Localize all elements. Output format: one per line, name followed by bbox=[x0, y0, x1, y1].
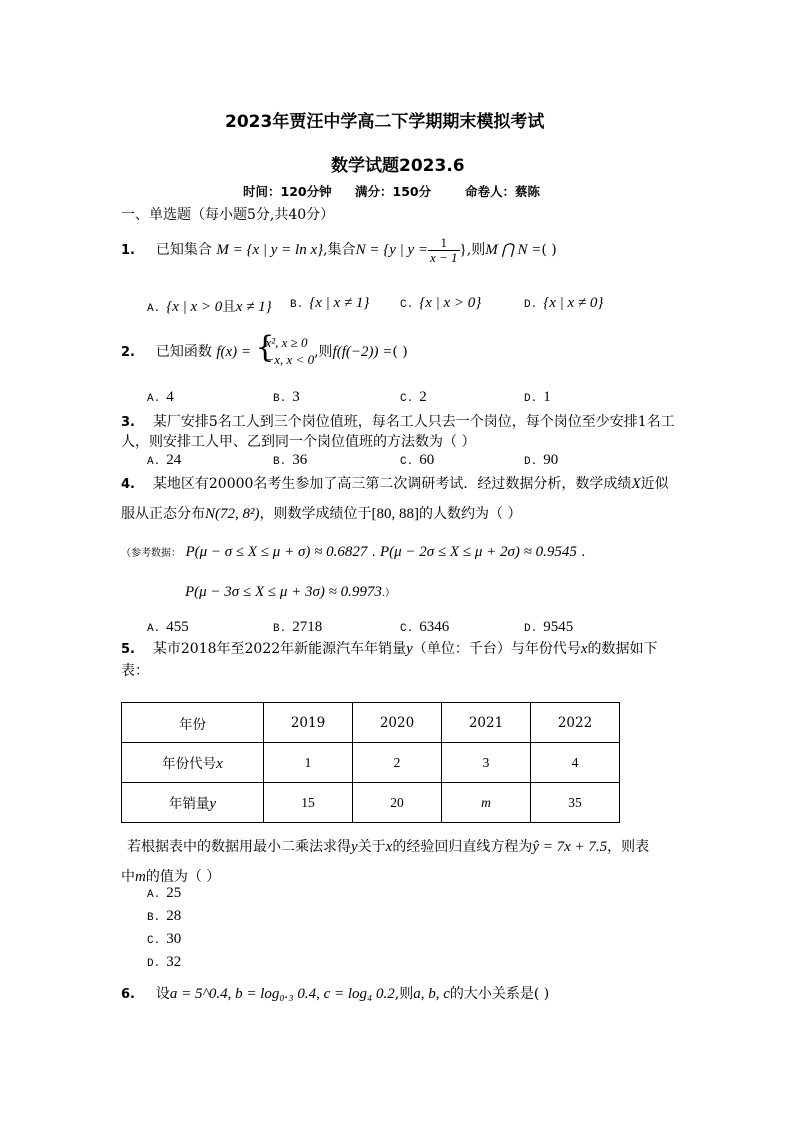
option-text: 60 bbox=[419, 452, 435, 468]
question-stem: 设 bbox=[155, 986, 170, 1002]
question-stem: ，则数学成绩位于 bbox=[259, 506, 372, 522]
table-row bbox=[122, 783, 620, 823]
option-text: 2 bbox=[419, 389, 427, 405]
option-label: A. bbox=[147, 889, 161, 901]
intersection-expression: M ⋂ N = bbox=[485, 242, 542, 259]
fraction bbox=[428, 236, 460, 264]
option-text: {x | x ≠ 0} bbox=[543, 295, 604, 311]
reference-data: （参考数据： P(μ − σ ≤ X ≤ μ + σ) ≈ 0.6827 . P(μ − 2σ ≤ X ≤ μ + 2σ) ≈ 0.9545 . bbox=[121, 544, 586, 560]
option-text: 24 bbox=[166, 452, 182, 468]
set-m: M = {x | y = ln x} bbox=[216, 242, 324, 259]
question-stem: 关于 bbox=[357, 839, 386, 855]
case-2: −x, x < 0 bbox=[265, 351, 315, 367]
piecewise-cases bbox=[255, 330, 315, 369]
option-label: C. bbox=[147, 935, 161, 947]
option-label: D. bbox=[147, 958, 161, 970]
question-stem: 中 bbox=[121, 869, 135, 885]
option-c[interactable] bbox=[400, 389, 427, 406]
question-stem: 人，则安排工人甲、乙到同一个岗位值班的方法数为（ ） bbox=[121, 434, 476, 450]
question-stem: 的人数约为（ ） bbox=[419, 506, 522, 522]
data-table bbox=[121, 702, 620, 823]
option-text: {x | x ≠ 1} bbox=[309, 295, 370, 311]
reference-data bbox=[185, 584, 395, 601]
question-stem: ,则 bbox=[314, 343, 333, 360]
option-text: 90 bbox=[543, 452, 559, 468]
option-text: 4 bbox=[166, 389, 174, 405]
question-stem: 的数据如下 bbox=[587, 641, 658, 657]
question-number: 5. bbox=[121, 642, 135, 657]
section-heading: 一、单选题（每小题5分,共40分） bbox=[121, 207, 335, 223]
option-text: 且 bbox=[222, 299, 236, 315]
question-stem: （单位：千台）与年份代号 bbox=[412, 641, 581, 657]
variable-y: y bbox=[351, 839, 358, 855]
question-number: 1. bbox=[121, 243, 135, 259]
table-cell: 2 bbox=[353, 743, 442, 783]
question-stem: ,集合 bbox=[323, 242, 356, 259]
question-stem: 某市2018年至2022年新能源汽车年销量 bbox=[152, 641, 407, 657]
option-text: 25 bbox=[166, 885, 182, 901]
table-cell: 15 bbox=[264, 783, 353, 823]
reference-2: P(μ − 2σ ≤ X ≤ μ + 2σ) ≈ 0.9545 bbox=[379, 544, 577, 560]
variable-m: m bbox=[135, 869, 146, 885]
option-d[interactable] bbox=[524, 295, 603, 312]
case-1: x², x ≥ 0 bbox=[265, 335, 308, 350]
option-c[interactable] bbox=[400, 452, 434, 469]
question-stem: ，则表 bbox=[607, 839, 650, 855]
option-a[interactable] bbox=[147, 885, 181, 908]
option-label: C. bbox=[400, 456, 414, 468]
interval: [80, 88] bbox=[371, 506, 419, 522]
option-b[interactable] bbox=[147, 908, 181, 931]
table-cell bbox=[122, 783, 264, 823]
table-cell: 20 bbox=[353, 783, 442, 823]
question-stem: 的大小关系是( ) bbox=[449, 986, 550, 1002]
definition-a: a = 5^0.4 bbox=[169, 986, 228, 1002]
table-cell: 2019 bbox=[264, 703, 353, 743]
question-stem: 若根据表中的数据用最小二乘法求得 bbox=[127, 839, 351, 855]
option-label: A. bbox=[147, 456, 161, 468]
function-expression: f(x) = bbox=[216, 343, 252, 360]
reference-end: .） bbox=[381, 588, 396, 599]
option-text: 2718 bbox=[292, 619, 323, 635]
reference-1: P(μ − σ ≤ X ≤ μ + σ) ≈ 0.6827 bbox=[185, 544, 368, 560]
question-stem: 的经验回归直线方程为 bbox=[392, 839, 533, 855]
option-d[interactable] bbox=[524, 619, 573, 636]
variable-x: x bbox=[385, 839, 393, 855]
left-brace: { bbox=[255, 330, 275, 365]
answer-blank: ( ) bbox=[392, 343, 408, 360]
option-label: D. bbox=[524, 299, 538, 311]
option-d[interactable] bbox=[147, 954, 181, 977]
answer-blank: ( ) bbox=[541, 242, 557, 259]
option-d[interactable] bbox=[524, 452, 558, 469]
question-1 bbox=[121, 236, 557, 264]
composite-expression: f(f(−2)) = bbox=[332, 343, 393, 360]
option-label: D. bbox=[524, 393, 538, 405]
option-text: 455 bbox=[166, 619, 189, 635]
question-6: 6. 设a = 5^0.4, b = log₀.₃ 0.4, c = log₄ 0.2,则a, b, c的大小关系是( ) bbox=[121, 986, 550, 1002]
option-b[interactable] bbox=[273, 452, 307, 469]
option-label: D. bbox=[524, 456, 538, 468]
definition-b: b = log₀.₃ 0.4 bbox=[235, 986, 317, 1002]
option-c[interactable] bbox=[400, 619, 449, 636]
regression-equation: ŷ = 7x + 7.5 bbox=[532, 839, 608, 855]
option-text: 32 bbox=[166, 954, 182, 970]
table-cell bbox=[122, 743, 264, 783]
question-number: 6. bbox=[121, 987, 135, 1002]
question-stem: 表： bbox=[121, 663, 149, 679]
option-text: 3 bbox=[292, 389, 300, 405]
variable-y: y bbox=[209, 796, 217, 812]
option-text: 30 bbox=[166, 931, 182, 947]
option-label: D. bbox=[524, 623, 538, 635]
table-cell: 年份 bbox=[122, 703, 264, 743]
question-number: 4. bbox=[121, 477, 135, 492]
question-number: 2. bbox=[121, 344, 135, 360]
option-text: {x | x > 0} bbox=[419, 295, 482, 311]
table-cell: 3 bbox=[442, 743, 531, 783]
option-list bbox=[147, 885, 181, 977]
question-stem: 已知集合 bbox=[155, 242, 212, 259]
question-stem: 某厂安排5名工人到三个岗位值班，每名工人只去一个岗位，每个岗位至少安排1名工 bbox=[152, 414, 675, 430]
exam-score: 满分：150分 bbox=[355, 184, 432, 199]
question-stem: 某地区有20000名考生参加了高三第二次调研考试．经过数据分析，数学成绩 bbox=[152, 476, 632, 492]
variable-a: a bbox=[413, 986, 421, 1002]
reference-label: （参考数据： bbox=[121, 548, 181, 559]
variable-x: x bbox=[216, 756, 223, 772]
table-row bbox=[122, 743, 620, 783]
variable-x: x bbox=[580, 641, 588, 657]
question-stem: 已知函数 bbox=[155, 343, 212, 360]
option-label: A. bbox=[147, 623, 161, 635]
question-2 bbox=[121, 330, 408, 369]
option-label: B. bbox=[273, 393, 287, 405]
question-stem: 服从正态分布 bbox=[121, 506, 205, 522]
variable-b: b bbox=[428, 986, 436, 1002]
option-label: B. bbox=[273, 456, 287, 468]
set-n: N = {y | y = bbox=[355, 242, 428, 259]
option-b[interactable] bbox=[290, 295, 369, 312]
option-d[interactable] bbox=[524, 389, 551, 406]
page-subtitle: 数学试题2023.6 bbox=[331, 156, 465, 176]
option-a[interactable] bbox=[147, 389, 174, 406]
option-b[interactable] bbox=[273, 389, 300, 406]
table-cell: 2021 bbox=[442, 703, 531, 743]
option-label: B. bbox=[147, 912, 161, 924]
option-text: {x | x > 0 bbox=[166, 299, 223, 315]
variable-x: X bbox=[631, 476, 641, 492]
option-label: C. bbox=[400, 393, 414, 405]
table-row bbox=[122, 703, 620, 743]
table-cell: 2022 bbox=[531, 703, 620, 743]
page-title: 2023年贾汪中学高二下学期期末模拟考试 bbox=[225, 112, 545, 132]
question-stem: ,则 bbox=[394, 986, 414, 1002]
definition-c: c = log₄ 0.2 bbox=[323, 986, 395, 1002]
distribution: N(72, 8²) bbox=[205, 506, 260, 522]
question-stem bbox=[127, 836, 649, 856]
table-cell: m bbox=[442, 783, 531, 823]
option-c[interactable] bbox=[400, 295, 481, 312]
question-4 bbox=[121, 473, 669, 493]
row-label: 年销量 bbox=[168, 796, 210, 812]
option-c[interactable] bbox=[147, 931, 181, 954]
option-label: C. bbox=[400, 299, 414, 311]
question-stem bbox=[121, 503, 521, 523]
question-3 bbox=[121, 411, 675, 431]
option-text: 1 bbox=[543, 389, 551, 405]
question-stem: ,则 bbox=[466, 242, 486, 259]
exam-time: 时间：120分钟 bbox=[243, 184, 332, 199]
option-label: B. bbox=[290, 299, 304, 311]
question-stem bbox=[121, 866, 220, 886]
question-number: 3. bbox=[121, 415, 135, 430]
table-cell: 4 bbox=[531, 743, 620, 783]
option-text: 28 bbox=[166, 908, 182, 924]
option-a[interactable] bbox=[147, 452, 181, 469]
fraction-numerator: 1 bbox=[428, 236, 460, 251]
question-5 bbox=[121, 638, 658, 658]
option-label: B. bbox=[273, 623, 287, 635]
reference-3: P(μ − 3σ ≤ X ≤ μ + 3σ) ≈ 0.9973 bbox=[185, 584, 382, 600]
option-label: A. bbox=[147, 303, 161, 315]
row-label: 年份代号 bbox=[162, 756, 217, 772]
table-cell: 35 bbox=[531, 783, 620, 823]
question-stem: 近似 bbox=[640, 476, 669, 492]
option-text: 36 bbox=[292, 452, 308, 468]
option-text: 6346 bbox=[419, 619, 450, 635]
option-a[interactable] bbox=[147, 619, 189, 636]
table-cell: 1 bbox=[264, 743, 353, 783]
variable-y: y bbox=[406, 641, 413, 657]
option-text: 9545 bbox=[543, 619, 574, 635]
variable-c: c bbox=[443, 986, 450, 1002]
option-a[interactable] bbox=[147, 295, 272, 316]
set-n-close: } bbox=[459, 242, 467, 259]
table-cell: 2020 bbox=[353, 703, 442, 743]
option-text: x ≠ 1} bbox=[235, 299, 272, 315]
option-label: A. bbox=[147, 393, 161, 405]
option-label: C. bbox=[400, 623, 414, 635]
option-b[interactable] bbox=[273, 619, 322, 636]
exam-author: 命卷人：蔡陈 bbox=[465, 184, 541, 199]
fraction-denominator: x − 1 bbox=[430, 249, 458, 265]
question-stem: 的值为（ ） bbox=[145, 869, 221, 885]
